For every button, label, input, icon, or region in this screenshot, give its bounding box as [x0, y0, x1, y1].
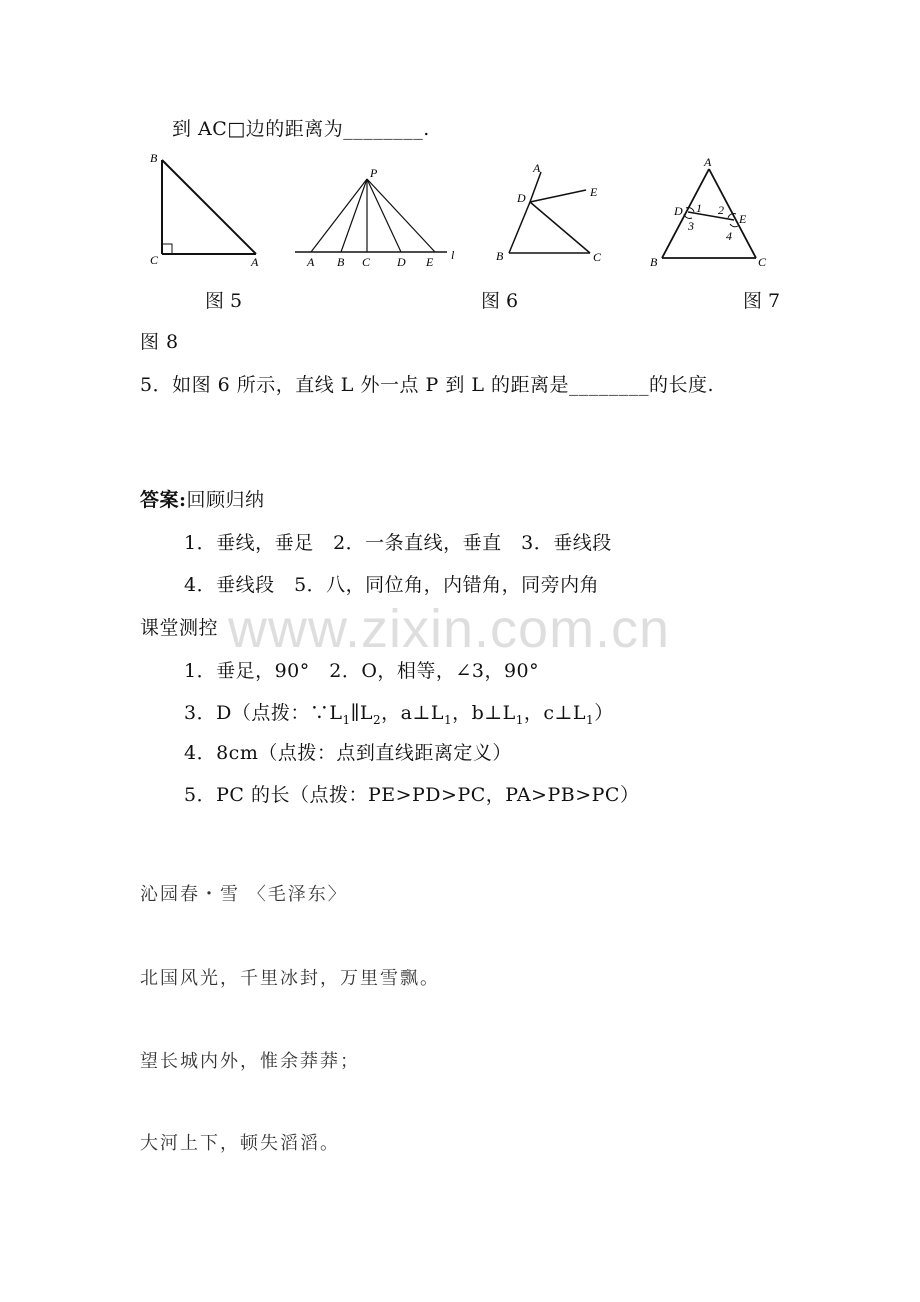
section-ketang: 课堂测控: [140, 617, 219, 639]
angle-3: 3: [688, 219, 694, 233]
question-5: 5．如图 6 所示，直线 L 外一点 P 到 L 的距离是________的长度.: [140, 374, 715, 396]
poem-line-3: 大河上下，顿失滔滔。: [140, 1133, 340, 1154]
k3-text: ，b⊥L: [452, 702, 516, 724]
answer-section-title: 回顾归纳: [186, 489, 265, 511]
k3-sub: 1: [342, 712, 351, 727]
caption-figure-5: 图 5: [205, 290, 243, 312]
label-D: D: [397, 255, 406, 269]
angle-1: 1: [696, 201, 702, 215]
label-A: A: [251, 255, 259, 269]
k3-sub: 2: [373, 712, 382, 727]
label-E: E: [739, 212, 747, 226]
label-D: D: [517, 191, 526, 205]
figure-5-right-triangle: [150, 150, 270, 270]
figure-6-point-lines: [295, 165, 470, 275]
label-E: E: [590, 185, 598, 199]
label-E: E: [426, 255, 434, 269]
label-A: A: [307, 255, 315, 269]
label-B: B: [496, 249, 504, 263]
label-C: C: [758, 255, 767, 269]
caption-figure-6: 图 6: [481, 290, 519, 312]
label-A: A: [533, 161, 541, 175]
angle-2: 2: [718, 203, 724, 217]
ketang-line-5: 5．PC 的长（点拨：PE>PD>PC，PA>PB>PC）: [184, 784, 640, 806]
caption-figure-7: 图 7: [743, 290, 781, 312]
poem-title: 沁园春・雪 〈毛泽东〉: [140, 884, 348, 905]
label-D: D: [674, 204, 683, 218]
k3-text: ∥L: [350, 702, 373, 724]
label-A: A: [704, 155, 712, 169]
ketang-line-1: 1．垂足，90° 2．O，相等，∠3，90°: [184, 660, 540, 682]
answer-label: 答案:: [140, 489, 187, 511]
label-l: l: [451, 248, 455, 262]
answer-line-1: 1．垂线，垂足 2．一条直线，垂直 3．垂线段: [184, 532, 612, 554]
answer-line-2: 4．垂线段 5．八，同位角，内错角，同旁内角: [184, 574, 600, 596]
answer-heading: [140, 485, 265, 512]
caption-figure-8: 图 8: [140, 331, 179, 353]
ketang-line-4: 4．8cm（点拨：点到直线距离定义）: [184, 742, 512, 764]
k3-text: ，a⊥L: [381, 702, 444, 724]
label-P: P: [370, 166, 378, 180]
label-C: C: [362, 255, 371, 269]
label-C: C: [150, 253, 159, 267]
label-C: C: [593, 250, 602, 264]
angle-4: 4: [726, 229, 732, 243]
figure-6-triangle: [494, 160, 614, 270]
k3-sub: 1: [515, 712, 524, 727]
k3-sub: 1: [443, 712, 453, 727]
k3-text: ）: [594, 702, 614, 724]
watermark: www.zixin.com.cn: [228, 599, 671, 659]
label-B: B: [150, 151, 158, 165]
question-continuation: 到 AC□边的距离为________.: [172, 118, 430, 140]
figure-7-triangle: [648, 152, 783, 270]
poem-line-2: 望长城内外，惟余莽莽；: [140, 1051, 360, 1072]
label-B: B: [337, 255, 345, 269]
label-B: B: [650, 255, 658, 269]
k3-sub: 1: [586, 712, 595, 727]
k3-text: ，c⊥L: [523, 702, 587, 724]
k3-text: 3．D（点拨：∵L: [184, 702, 343, 724]
ketang-line-3: [184, 698, 614, 727]
poem-line-1: 北国风光，千里冰封，万里雪飘。: [140, 968, 440, 989]
